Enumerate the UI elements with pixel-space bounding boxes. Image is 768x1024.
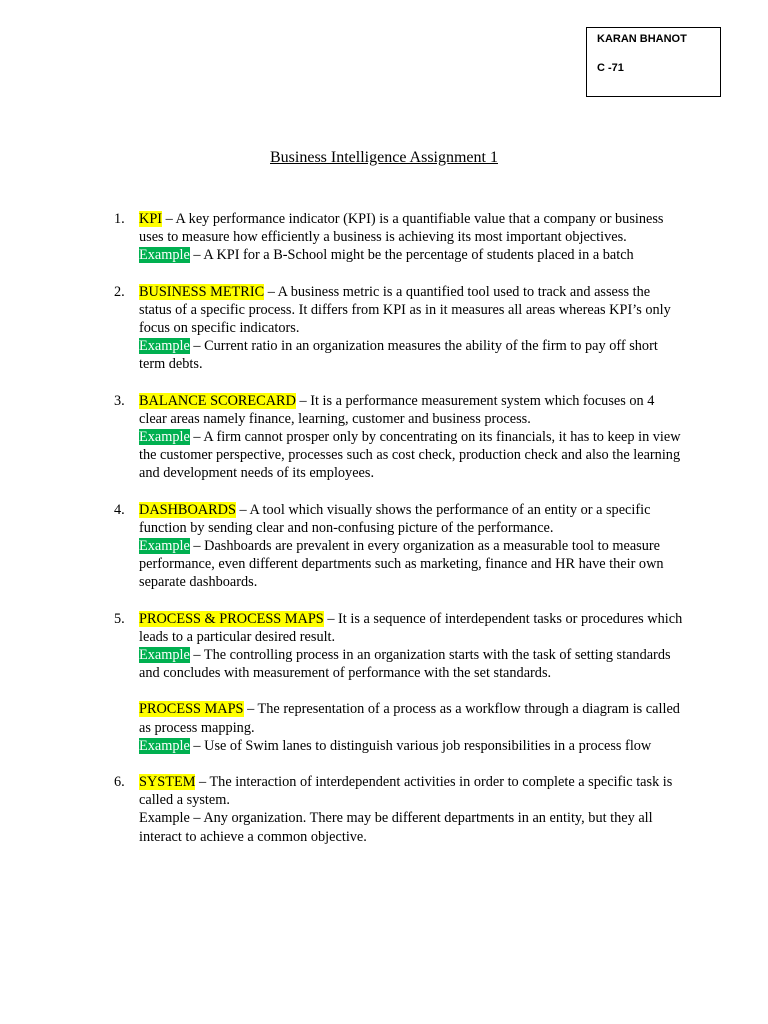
author-name: KARAN BHANOT [597, 33, 687, 45]
example-text: – Dashboards are prevalent in every organization as a measurable tool to measure performance, even different departments such as marketing, finance and HR have their own separate dashboards. [139, 538, 664, 591]
term-highlight: BUSINESS METRIC [139, 283, 265, 300]
term-definition: – A key performance indicator (KPI) is a quantifiable value that a company or business uses to measure how efficiently a business is achieving its most important objectives. [139, 211, 664, 246]
term-definition: – A tool which visually shows the performance of an entity or a specific function by sending clear and non-confusing picture of the performance. [139, 501, 651, 536]
term-highlight: DASHBOARDS [139, 501, 236, 518]
example-text: – A KPI for a B-School might be the percentage of students placed in a batch [189, 247, 634, 264]
list-item: 4. DASHBOARDS – A tool which visually shows the performance of an entity or a specific function by sending clear and non-confusing picture of the performance. Example – Dashboards are prevalent in every organization as a measurable tool to measure performance, even different departments such as marketing, finance and HR have their own separate dashboards. [114, 501, 664, 591]
list-item: 3. BALANCE SCORECARD – It is a performance measurement system which focuses on 4 clear areas namely finance, learning, customer and business process. Example – A firm cannot prosper only by concentrating on its financials, it has to keep in view the customer perspective, processes such as cost check, production check and also the learning and development needs of its employees. [114, 392, 681, 482]
term-definition: – It is a performance measurement system which focuses on 4 clear areas namely finance, learning, customer and business process. [139, 392, 655, 427]
author-roll-number: C -71 [597, 62, 624, 74]
example-highlight: Example [139, 647, 190, 664]
term-highlight: PROCESS & PROCESS MAPS [139, 610, 324, 627]
example-text: – Use of Swim lanes to distinguish various job responsibilities in a process flow [189, 737, 652, 754]
document-title: Business Intelligence Assignment 1 [270, 149, 498, 166]
term-highlight: BALANCE SCORECARD [139, 392, 296, 409]
sub-definition [139, 700, 684, 755]
term-definition: – It is a sequence of interdependent tasks or procedures which leads to a particular desired result. [139, 610, 683, 645]
example-text: – Current ratio in an organization measures the ability of the firm to pay off short term debts. [139, 338, 658, 373]
term-definition: – The representation of a process as a workflow through a diagram is called as process mapping. [139, 701, 680, 736]
example-highlight: Example [139, 737, 190, 754]
definition-list [114, 210, 684, 864]
example-text: Example – Any organization. There may be different departments in an entity, but they all interact to achieve a common objective. [139, 810, 653, 845]
term-highlight: KPI [139, 211, 163, 227]
term-highlight: SYSTEM [139, 774, 196, 791]
term-highlight: PROCESS MAPS [139, 701, 244, 718]
term-definition: – The interaction of interdependent activities in order to complete a specific task is called a system. [139, 774, 673, 809]
example-text: – A firm cannot prosper only by concentrating on its financials, it has to keep in view the customer perspective, processes such as cost check, production check and also the learning and development needs of its employees. [139, 429, 681, 482]
example-highlight: Example [139, 538, 190, 555]
list-item: 2. BUSINESS METRIC – A business metric is a quantified tool used to track and assess the status of a specific process. It differs from KPI as in it measures all areas whereas KPI’s only focus on specific indicators. Example – Current ratio in an organization measures the ability of the firm to pay off short term debts. [114, 283, 671, 373]
example-highlight: Example [139, 429, 190, 446]
term-definition: – A business metric is a quantified tool used to track and assess the status of a specific process. It differs from KPI as in it measures all areas whereas KPI’s only focus on specific indicators. [139, 283, 671, 337]
list-item: 6. SYSTEM – The interaction of interdependent activities in order to complete a specific task is called a system. Example – Any organization. There may be different departments in an entity, but they all interact to achieve a common objective. [114, 773, 684, 846]
list-item: 5. PROCESS & PROCESS MAPS – It is a sequence of interdependent tasks or procedures which leads to a particular desired result. Example – The controlling process in an organization starts with the task of setting standards and concludes with measurement of performance with the set standards. PROCESS MAPS – The representation of a process as a workflow through a diagram is called as process mapping. Example – Use of Swim lanes to distinguish various job responsibilities in a process flow [114, 610, 683, 754]
author-box [586, 27, 721, 97]
list-item: 1. KPI – A key performance indicator (KPI) is a quantifiable value that a company or business uses to measure how efficiently a business is achieving its most important objectives. Example – A KPI for a B-School might be the percentage of students placed in a batch [114, 211, 664, 264]
example-highlight: Example [139, 338, 190, 355]
example-highlight: Example [139, 247, 190, 264]
example-text: – The controlling process in an organization starts with the task of setting standards and concludes with measurement of performance with the set standards. [139, 647, 671, 682]
